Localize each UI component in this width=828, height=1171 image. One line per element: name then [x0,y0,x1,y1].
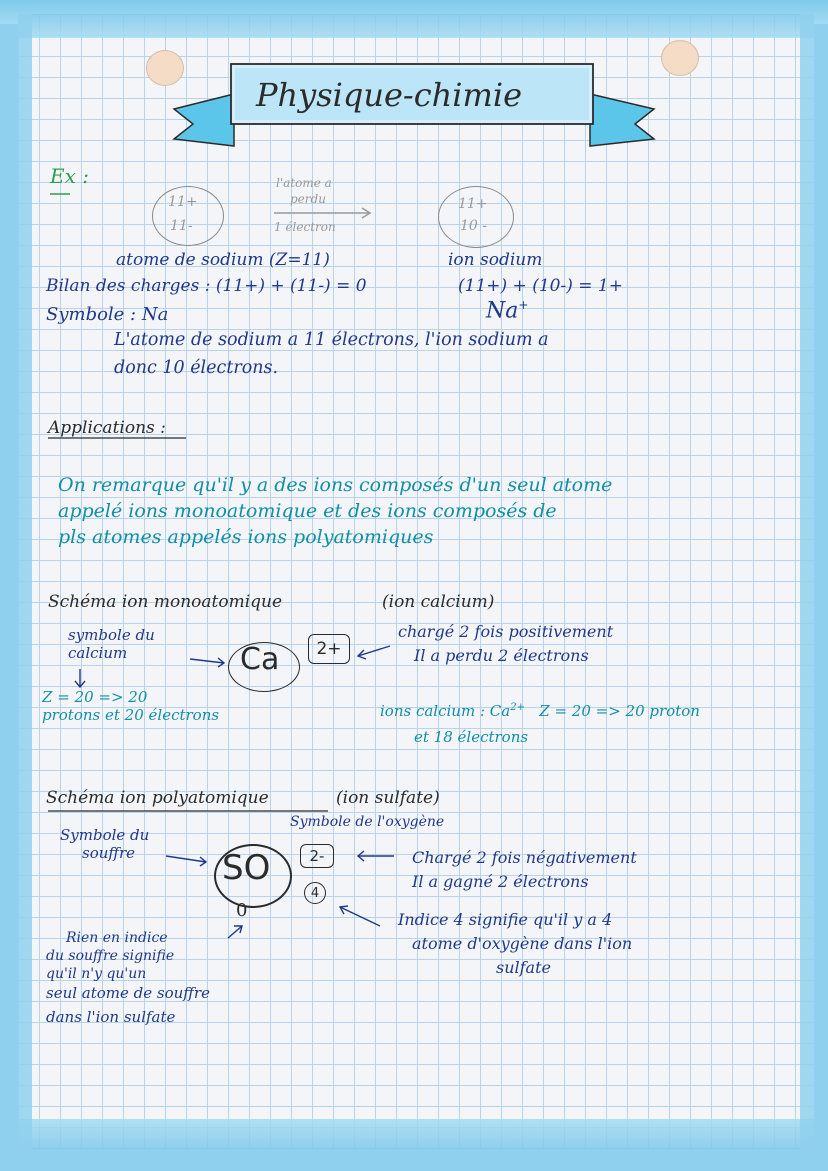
calcium-z-line1: Z = 20 => 20 [42,688,148,706]
arrow-sulfate-index [340,907,380,926]
sulfate-charge-box: 2- [300,844,334,868]
atom-symbol: Symbole : Na [46,304,169,325]
arrow-label-line1: l'atome a [276,176,332,190]
applications-heading: Applications : [48,418,166,438]
oxygen-label: Symbole de l'oxygène [290,814,445,830]
mono-heading-note: (ion calcium) [382,592,495,612]
page-title: Physique-chimie [256,76,522,114]
applications-line3: pls atomes appelés ions polyatomiques [58,526,434,548]
sulfate-charge-note-line1: Chargé 2 fois négativement [412,848,637,867]
banner-left-tail [174,94,234,146]
arrow-sulfur-symbol [166,856,206,862]
atom-caption: atome de sodium (Z=11) [116,250,330,270]
calcium-ion-line2: et 18 électrons [414,728,529,746]
no-index-note-line4: seul atome de souffre [46,984,210,1002]
ion-symbol: Na+ [486,298,529,324]
charge-balance: Bilan des charges : (11+) + (11-) = 0 [46,276,367,296]
sulfate-index-circle: 4 [304,882,326,904]
atom-protons: 11+ [168,194,198,210]
calcium-charge-box: 2+ [308,634,350,664]
explanation-line1: L'atome de sodium a 11 électrons, l'ion sodium a [114,330,549,350]
ion-caption: ion sodium [448,250,543,270]
calcium-symbol: Ca [240,642,280,677]
atom-electrons: 11- [170,218,193,234]
calcium-charge-note-line1: chargé 2 fois positivement [398,622,614,641]
calcium-charge-note-line2: Il a perdu 2 électrons [414,646,589,665]
no-index-note-line3: qu'il n'y qu'un [46,966,147,982]
poly-heading-note: (ion sulfate) [336,788,440,808]
sulfate-charge-note-line2: Il a gagné 2 électrons [412,872,589,891]
notebook-page [18,14,814,1149]
no-index-note-line5: dans l'ion sulfate [46,1008,176,1026]
no-index-note-line1: Rien en indice [66,930,168,946]
arrow-label-line2: perdu [290,192,326,206]
sulfur-label-line2: souffre [82,844,136,862]
index-note-line3: sulfate [496,958,551,977]
sulfur-label-line1: Symbole du [60,826,150,844]
poly-heading: Schéma ion polyatomique [46,788,269,808]
sulfur-no-index-marker: 0 [236,900,248,921]
explanation-line2: donc 10 électrons. [114,358,279,378]
applications-line2: appelé ions monoatomique et des ions composés de [58,500,557,522]
calcium-label-line2: calcium [68,644,128,662]
calcium-ion-line1: ions calcium : $Ca^{2+}$ Z = 20 => 20 proton [380,702,700,720]
example-label: Ex : [50,164,89,188]
mono-heading: Schéma ion monoatomique [48,592,283,612]
arrow-label-line3: 1 électron [274,220,336,234]
index-note-line1: Indice 4 signifie qu'il y a 4 [398,910,613,929]
banner-right-tail [590,94,654,146]
applications-line1: On remarque qu'il y a des ions composés d'un seul atome [58,474,613,496]
ion-charge-balance: (11+) + (10-) = 1+ [458,276,623,296]
no-index-note-line2: du souffre signifie [46,948,175,964]
ion-electrons: 10 - [460,218,487,234]
index-note-line2: atome d'oxygène dans l'ion [412,934,633,953]
ion-protons: 11+ [458,196,488,212]
sulfate-symbol: SO [222,848,271,888]
calcium-label-line1: symbole du [68,626,155,644]
calcium-z-line2: protons et 20 électrons [42,706,220,724]
